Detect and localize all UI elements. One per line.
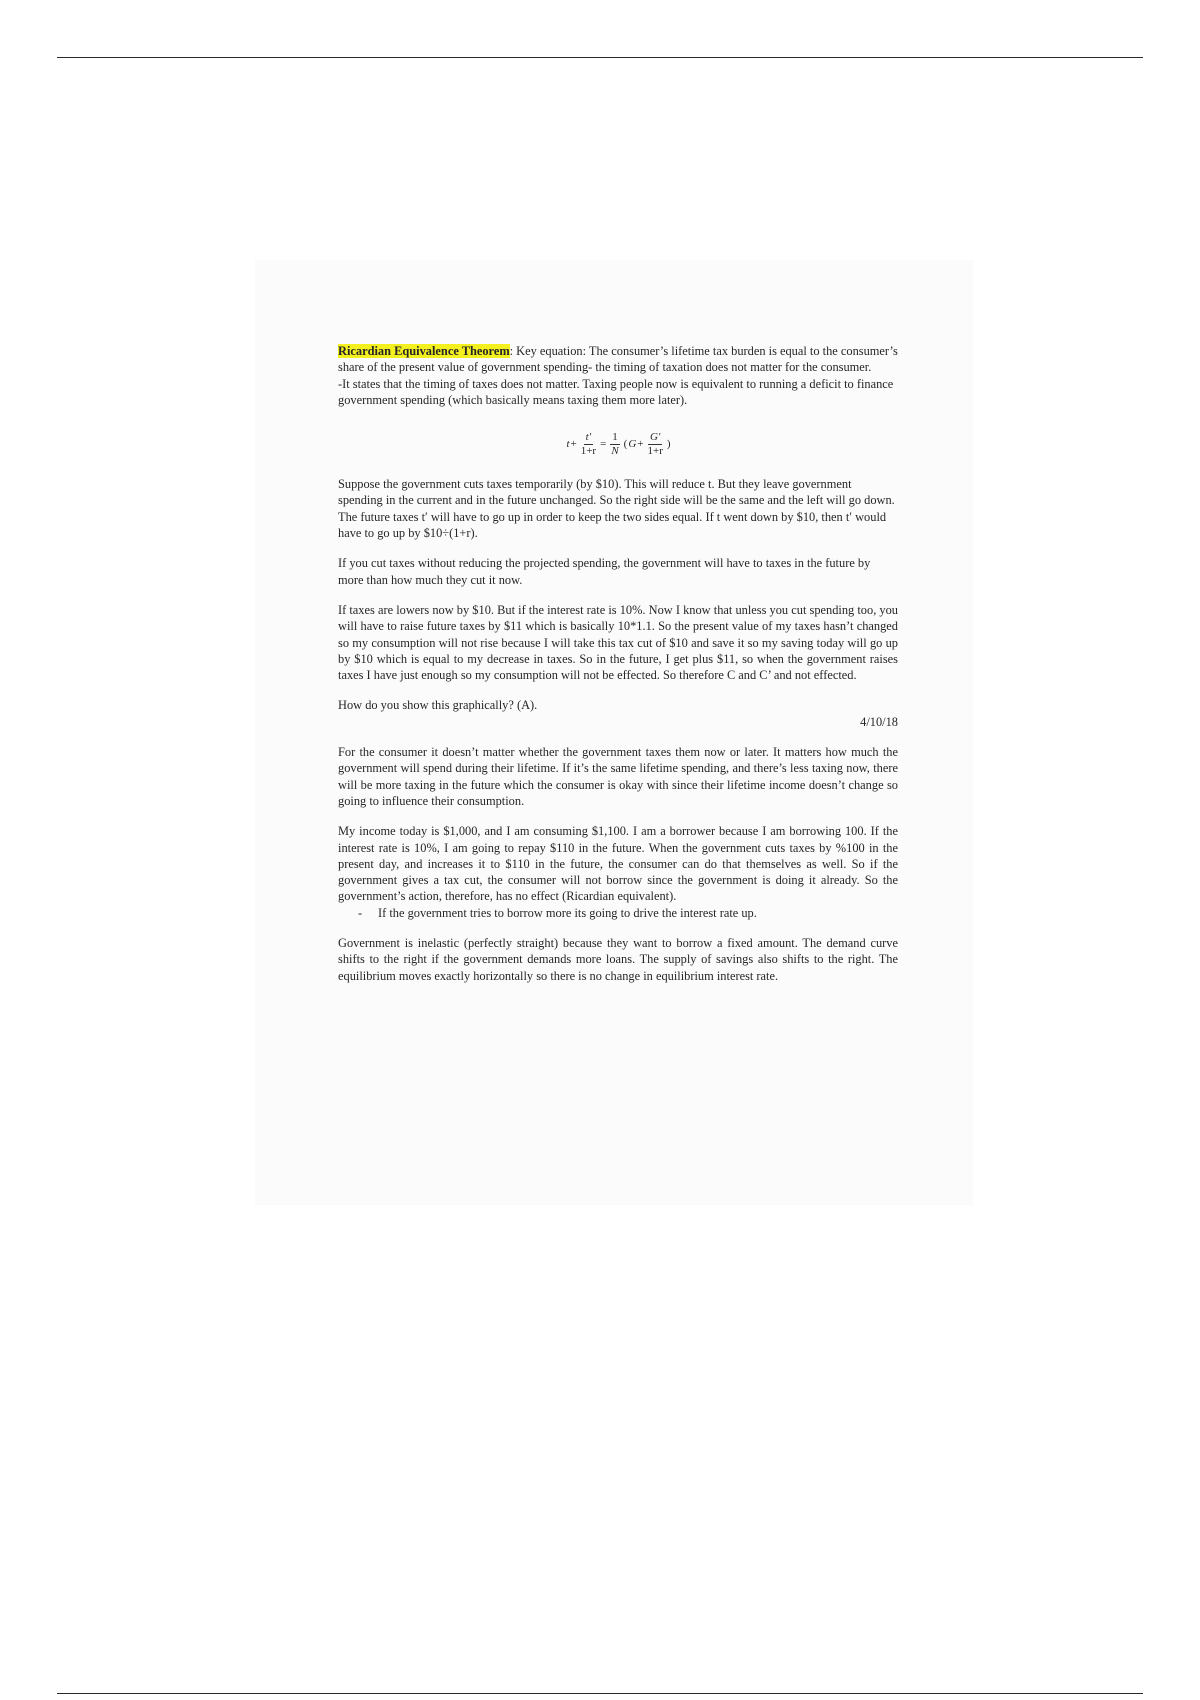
eq-fraction-future-spending bbox=[646, 431, 665, 458]
eq-fraction-future-tax bbox=[579, 431, 598, 458]
bottom-rule bbox=[57, 1693, 1143, 1694]
eq-frac1-den: 1+r bbox=[580, 444, 597, 457]
eq-G: G bbox=[628, 438, 637, 451]
intro-text: : Key equation: The consumer’s lifetime tax burden is equal to the consumer’s share of the present value of government spending- the timing of taxation does not matter for the consumer. bbox=[338, 344, 898, 375]
eq-fraction-share bbox=[608, 431, 621, 458]
eq-frac3-den: 1+r bbox=[647, 444, 663, 457]
eq-equals: = bbox=[600, 438, 607, 451]
intro-line2: -It states that the timing of taxes does not matter. Taxing people now is equivalent to running a deficit to finance government spending (which basically means taxing them more later). bbox=[338, 376, 894, 407]
document-body bbox=[338, 343, 898, 998]
bullet-text: If the government tries to borrow more its going to drive the interest rate up. bbox=[378, 905, 757, 920]
eq-plus-1: + bbox=[570, 438, 577, 451]
bullet-marker: - bbox=[358, 905, 363, 920]
highlighted-heading: Ricardian Equivalence Theorem bbox=[338, 344, 510, 358]
paragraph-projected-spending: If you cut taxes without reducing the projected spending, the government will have to taxes in the future by more than how much they cut it now. bbox=[338, 556, 871, 587]
eq-t: t bbox=[566, 438, 570, 451]
key-equation bbox=[338, 422, 898, 466]
eq-frac3-num: G′ bbox=[650, 430, 661, 443]
eq-frac2-num: 1 bbox=[612, 430, 618, 443]
eq-plus-2: + bbox=[637, 438, 644, 451]
paragraph-inelastic: Government is inelastic (perfectly straight) because they want to borrow a fixed amount. The demand curve shifts to the right if the government demands more loans. The supply of savings also shifts to the right. The equilibrium moves exactly horizontally so there is no change in equilibrium interest rate. bbox=[338, 936, 898, 983]
paragraph-tax-cut: Suppose the government cuts taxes temporarily (by $10). This will reduce t. But they leave government spending in the current and in the future unchanged. So the right side will be the same and the left will go down. The future taxes t′ will have to go up in order to keep the two sides equal. If t went down by $10, then t′ would have to go up by $10÷(1+r). bbox=[338, 477, 895, 541]
paragraph-consumer-timing: For the consumer it doesn’t matter whether the government taxes them now or later. It matters how much the government will spend during their lifetime. If it’s the same lifetime spending, and there’s less taxing now, there will be more taxing in the future which the consumer is okay with since their lifetime income doesn’t change so going to influence their consumption. bbox=[338, 745, 898, 808]
eq-frac2-den: N bbox=[611, 444, 619, 457]
intro-paragraph bbox=[338, 343, 898, 376]
eq-frac1-num: t′ bbox=[585, 430, 592, 443]
paragraph-interest-example: If taxes are lowers now by $10. But if the interest rate is 10%. Now I know that unless you cut spending too, you will have to raise future taxes by $11 which is basically 10*1.1. So the present value of my taxes hasn’t changed so my consumption will not rise because I will take this tax cut of $10 and save it so my saving today will go up by $10 which is equal to my decrease in taxes. So in the future, I get plus $11, so when the government raises taxes I have just enough so my consumption will not be effected. So therefore C and C’ and not effected. bbox=[338, 602, 898, 683]
paragraph-graphically: How do you show this graphically? (A). bbox=[338, 698, 538, 713]
paragraph-borrower-example: My income today is $1,000, and I am consuming $1,100. I am a borrower because I am borrowing 100. If the interest rate is 10%, I am going to repay $110 in the future. When the government cuts taxes by %100 in the present day, and increases it to $110 in the future, the consumer can do that themselves as well. So if the government gives a tax cut, the consumer will not borrow since the government is doing it already. So the government’s action, therefore, has no effect (Ricardian equivalent). bbox=[338, 824, 898, 904]
top-rule bbox=[57, 57, 1143, 58]
bullet-item bbox=[338, 905, 898, 921]
date-label: 4/10/18 bbox=[860, 714, 898, 729]
eq-open-paren: ( bbox=[623, 438, 628, 451]
eq-close-paren: ) bbox=[666, 438, 671, 451]
